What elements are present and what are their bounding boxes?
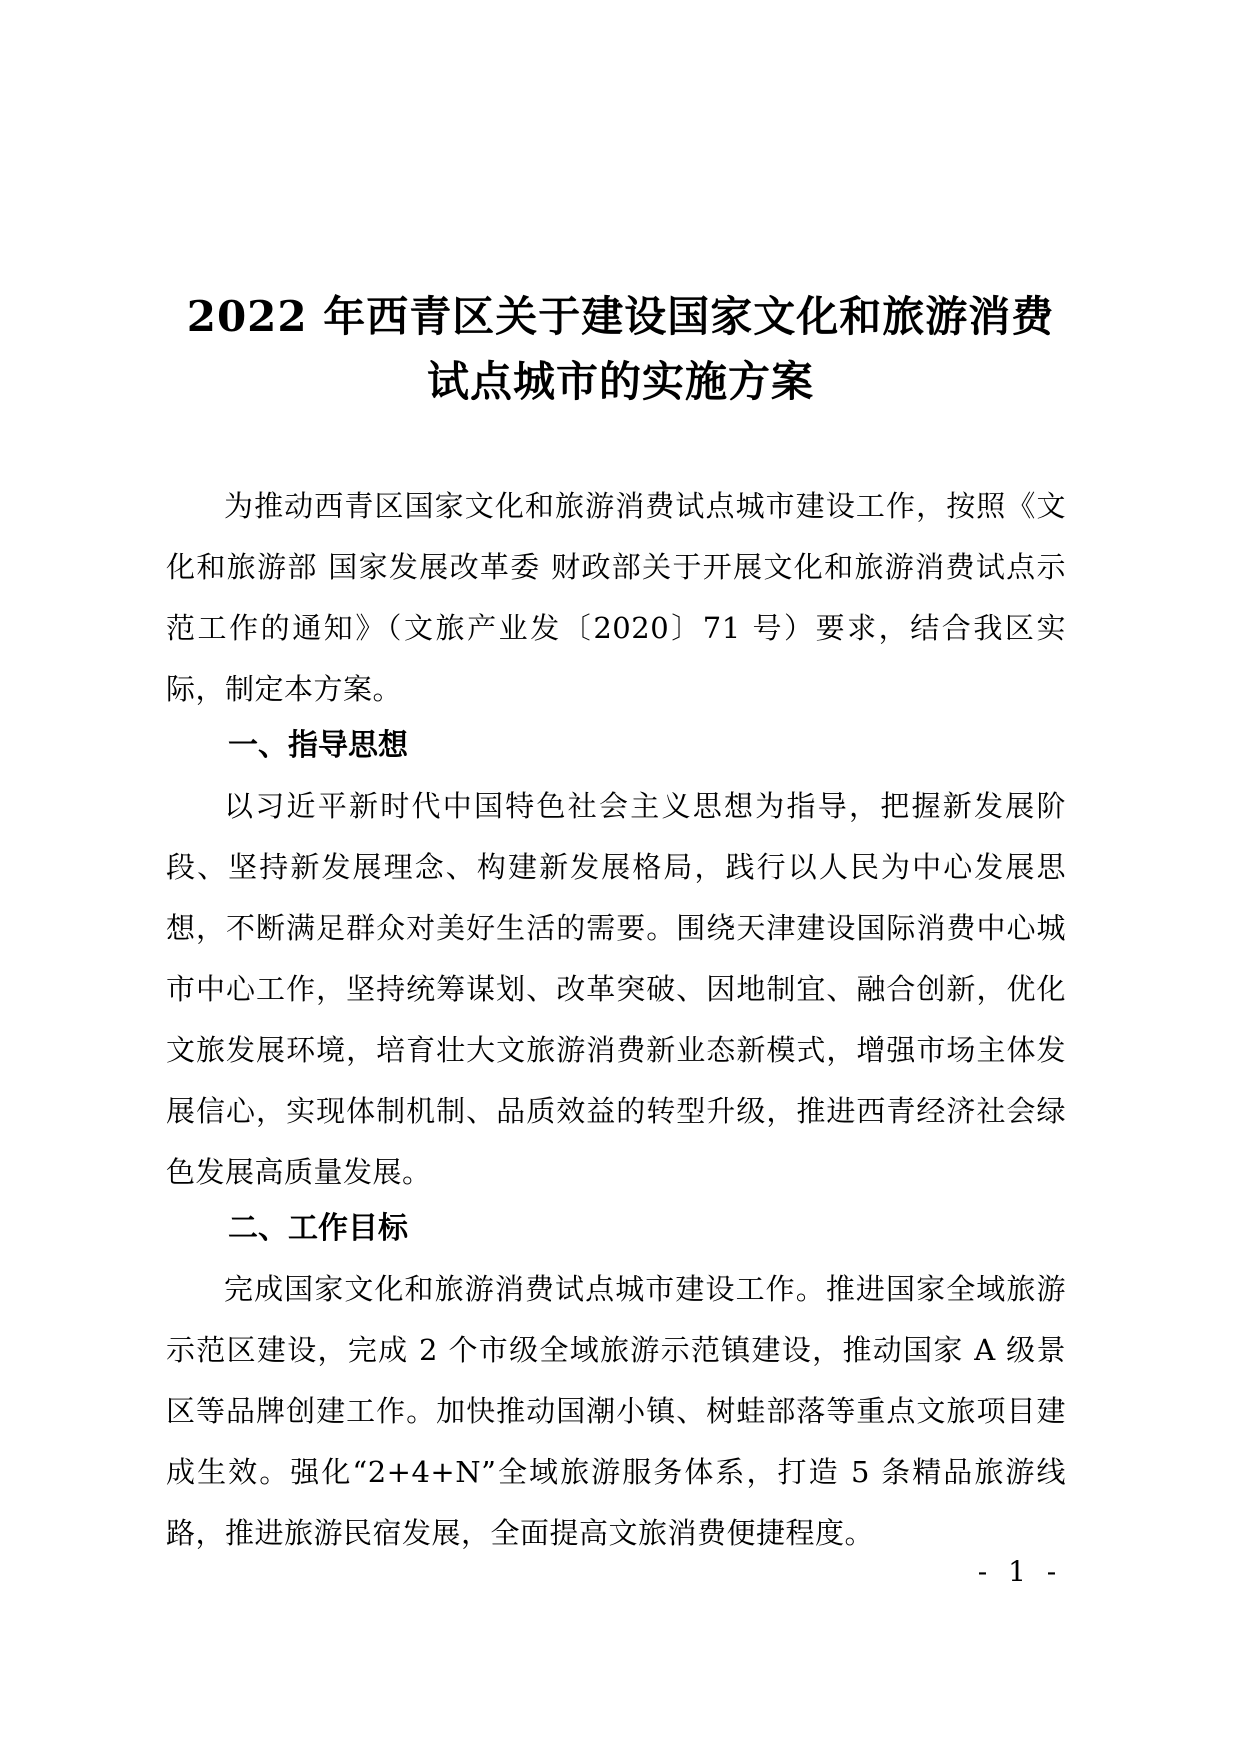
- section-guiding-ideology-paragraph: 以习近平新时代中国特色社会主义思想为指导，把握新发展阶段、坚持新发展理念、构建新发展格局，践行以人民为中心发展思想，不断满足群众对美好生活的需要。围绕天津建设国际消费中心城市中心工作，坚持统筹谋划、改革突破、因地制宜、融合创新，优化文旅发展环境，培育壮大文旅游消费新业态新模式，增强市场主体发展信心，实现体制机制、品质效益的转型升级，推进西青经济社会绿色发展高质量发展。: [166, 789, 1066, 1189]
- document-title-line-1: 2022 年西青区关于建设国家文化和旅游消费: [186, 292, 1055, 341]
- page-number: - 1 -: [977, 1555, 1063, 1588]
- section-heading-work-goals: 二、工作目标: [228, 1211, 408, 1246]
- section-work-goals-paragraph: 完成国家文化和旅游消费试点城市建设工作。推进国家全域旅游示范区建设，完成 2 个市级全域旅游示范镇建设，推动国家 A 级景区等品牌创建工作。加快推动国潮小镇、树蛙部落等重点文旅项目建成生效。强化“2+4+N”全域旅游服务体系，打造 5 条精品旅游线路，推进旅游民宿发展，全面提高文旅消费便捷程度。: [166, 1272, 1066, 1550]
- document-title-line-2: 试点城市的实施方案: [426, 357, 814, 406]
- intro-paragraph: 为推动西青区国家文化和旅游消费试点城市建设工作，按照《文化和旅游部 国家发展改革委 财政部关于开展文化和旅游消费试点示范工作的通知》（文旅产业发〔2020〕71 号）要求，结合我区实际，制定本方案。: [166, 489, 1066, 706]
- section-heading-guiding-ideology: 一、指导思想: [228, 728, 408, 763]
